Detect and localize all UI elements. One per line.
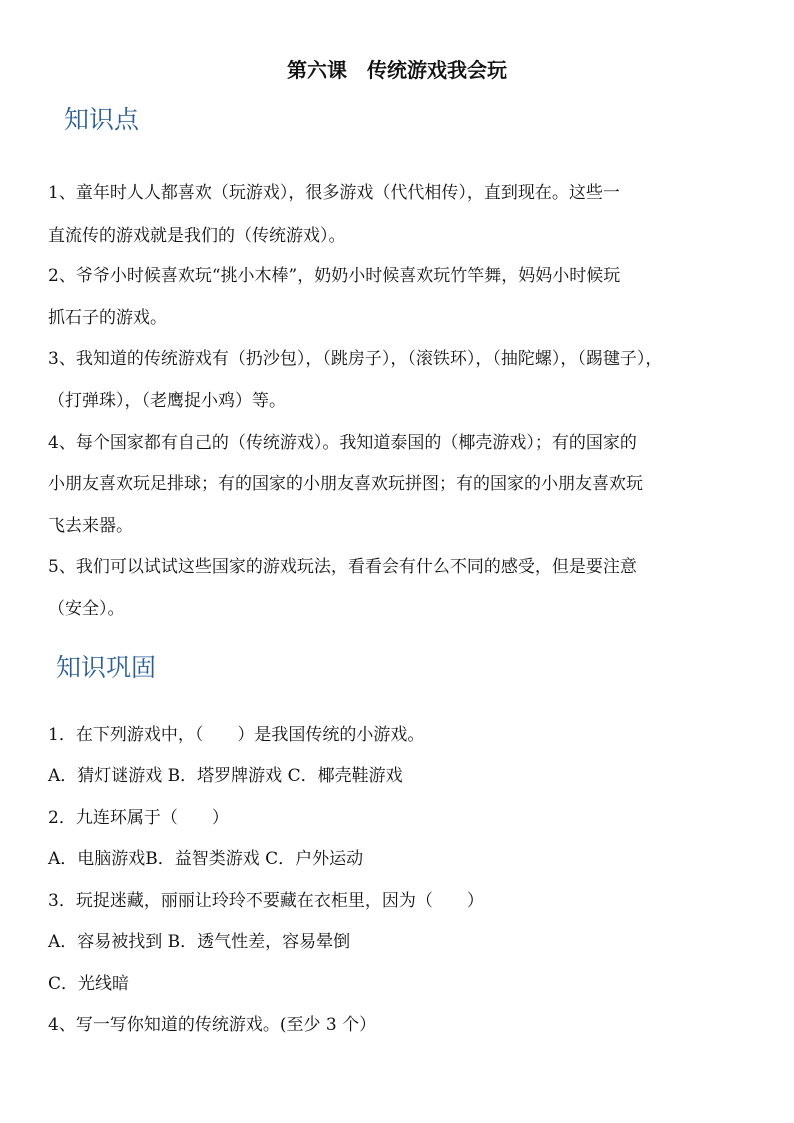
- section-heading-practice: 知识巩固: [56, 653, 157, 682]
- practice-line: 3．玩捉迷藏，丽丽让玲玲不要藏在衣柜里，因为（ ）: [48, 891, 484, 911]
- knowledge-line: 飞去来器。: [48, 516, 133, 536]
- practice-line: 4、写一写你知道的传统游戏。(至少 3 个）: [48, 1015, 377, 1035]
- knowledge-line: 2、爷爷小时候喜欢玩“挑小木棒”，奶奶小时候喜欢玩竹竿舞，妈妈小时候玩: [48, 266, 621, 286]
- knowledge-line: 5、我们可以试试这些国家的游戏玩法，看看会有什么不同的感受，但是要注意: [48, 557, 637, 577]
- knowledge-line: 3、我知道的传统游戏有（扔沙包），（跳房子），（滚铁环），（抽陀螺），（踢毽子），: [48, 349, 663, 369]
- knowledge-line: 1、童年时人人都喜欢（玩游戏），很多游戏（代代相传），直到现在。这些一: [48, 183, 620, 203]
- section-heading-knowledge: 知识点: [64, 105, 140, 134]
- knowledge-line: （打弹珠），（老鹰捉小鸡）等。: [48, 391, 286, 411]
- knowledge-line: 小朋友喜欢玩足排球；有的国家的小朋友喜欢玩拼图；有的国家的小朋友喜欢玩: [48, 474, 643, 494]
- practice-line: A．猜灯谜游戏 B．塔罗牌游戏 C．椰壳鞋游戏: [48, 766, 403, 786]
- knowledge-line: 直流传的游戏就是我们的（传统游戏）。: [48, 226, 346, 246]
- practice-line: A．电脑游戏B．益智类游戏 C．户外运动: [48, 849, 364, 869]
- practice-line: 1．在下列游戏中，（ ）是我国传统的小游戏。: [48, 725, 425, 745]
- practice-line: C．光线暗: [48, 974, 130, 994]
- knowledge-line: （安全）。: [48, 599, 125, 619]
- practice-line: A．容易被找到 B．透气性差，容易晕倒: [48, 932, 351, 952]
- page-title: 第六课 传统游戏我会玩: [287, 58, 507, 82]
- practice-line: 2．九连环属于（ ）: [48, 808, 229, 828]
- knowledge-line: 抓石子的游戏。: [48, 308, 167, 328]
- knowledge-line: 4、每个国家都有自己的（传统游戏）。我知道泰国的（椰壳游戏）；有的国家的: [48, 433, 637, 453]
